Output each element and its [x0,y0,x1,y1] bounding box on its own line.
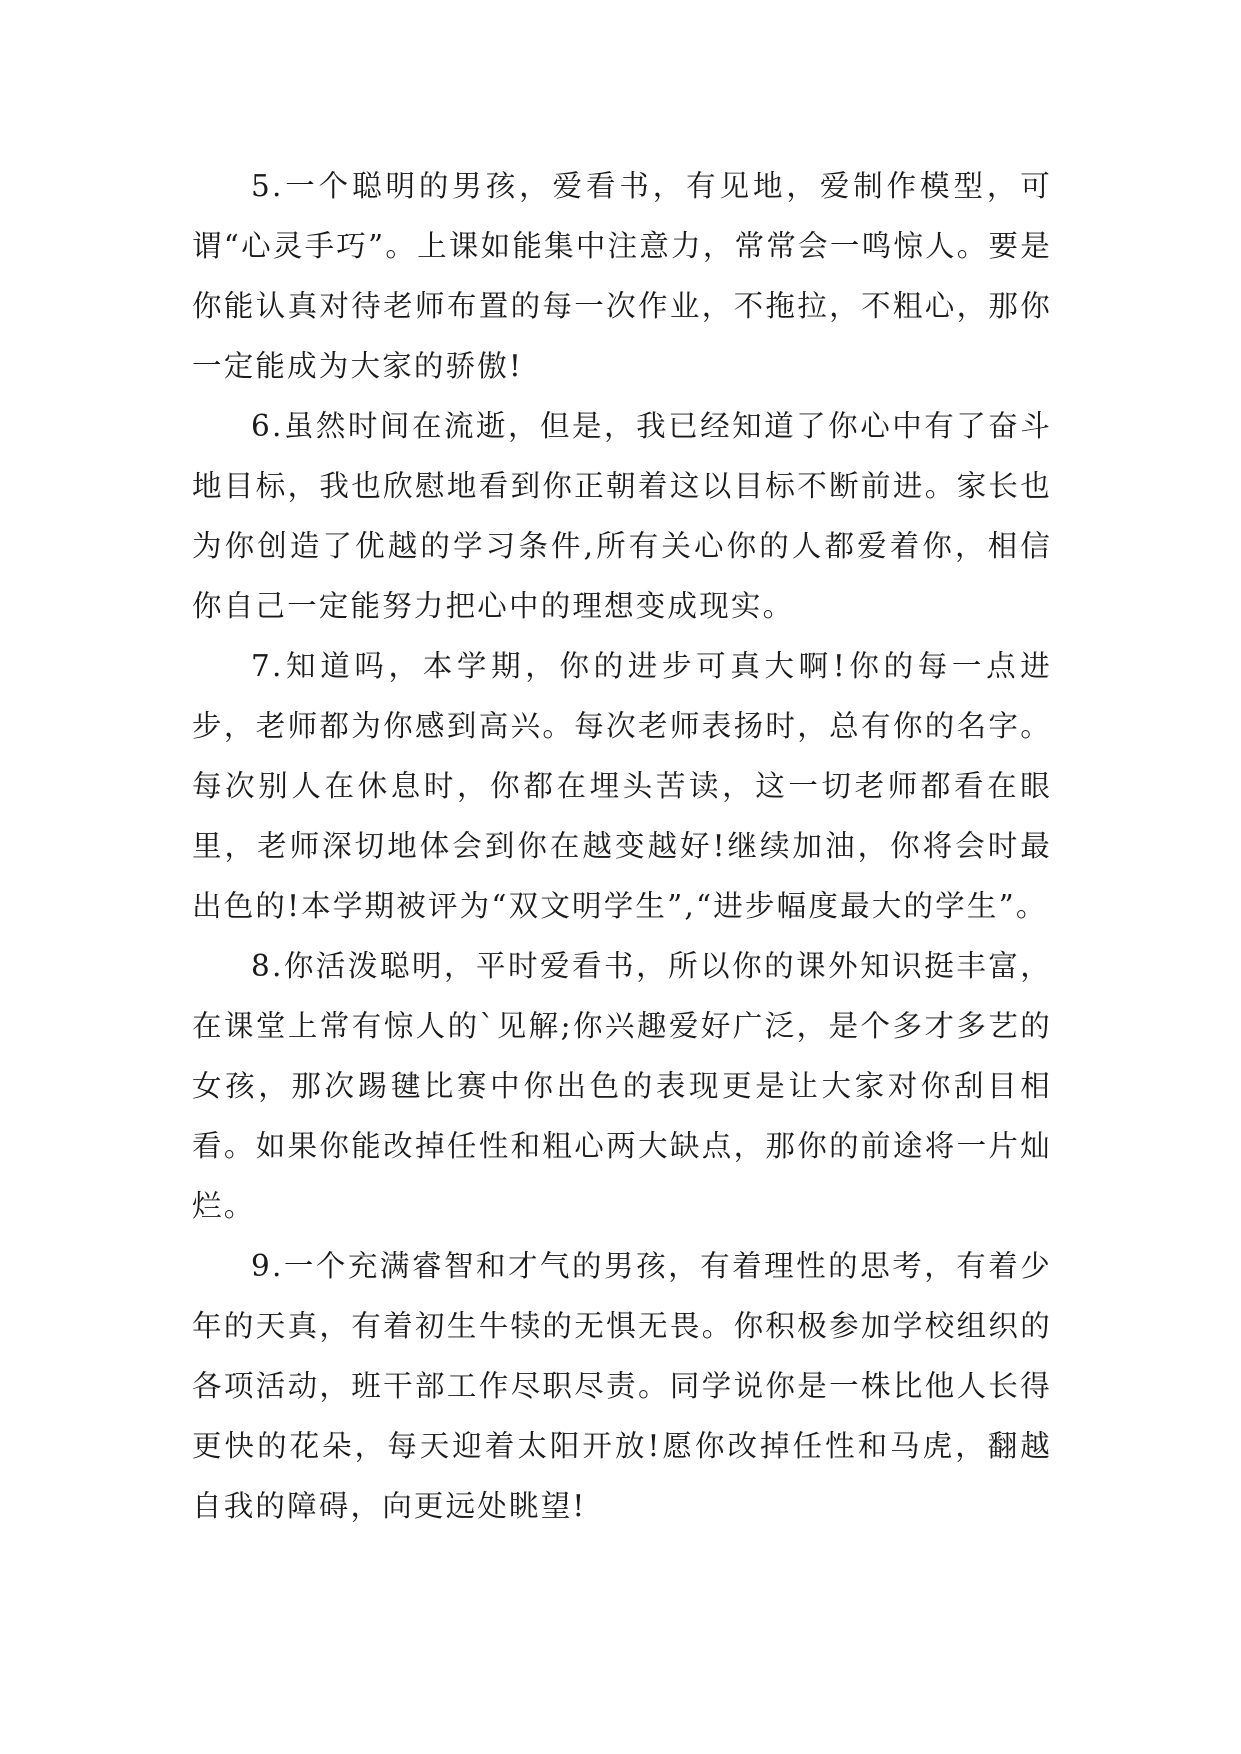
paragraph-8: 8.你活泼聪明，平时爱看书，所以你的课外知识挺丰富，在课堂上常有惊人的`见解;你兴趣爱好广泛，是个多才多艺的女孩，那次踢毽比赛中你出色的表现更是让大家对你刮目相看。如果你能改掉任性和粗心两大缺点，那你的前途将一片灿烂。 [192,949,1052,1223]
paragraph-7: 7.知道吗，本学期，你的进步可真大啊!你的每一点进步，老师都为你感到高兴。每次老师表扬时，总有你的名字。每次别人在休息时，你都在埋头苦读，这一切老师都看在眼里，老师深切地体会到你在越变越好!继续加油，你将会时最出色的!本学期被评为“双文明学生”,“进步幅度最大的学生”。 [192,649,1052,923]
paragraph-5: 5.一个聪明的男孩，爱看书，有见地，爱制作模型，可谓“心灵手巧”。上课如能集中注意力，常常会一鸣惊人。要是你能认真对待老师布置的每一次作业，不拖拉，不粗心，那你一定能成为大家的骄傲! [192,169,1052,383]
document-body [192,156,1052,1536]
paragraph-6: 6.虽然时间在流逝，但是，我已经知道了你心中有了奋斗地目标，我也欣慰地看到你正朝着这以目标不断前进。家长也为你创造了优越的学习条件,所有关心你的人都爱着你，相信你自己一定能努力把心中的理想变成现实。 [192,409,1052,623]
paragraph-9: 9.一个充满睿智和才气的男孩，有着理性的思考，有着少年的天真，有着初生牛犊的无惧无畏。你积极参加学校组织的各项活动，班干部工作尽职尽责。同学说你是一株比他人长得更快的花朵，每天迎着太阳开放!愿你改掉任性和马虎，翻越自我的障碍，向更远处眺望! [192,1249,1052,1523]
